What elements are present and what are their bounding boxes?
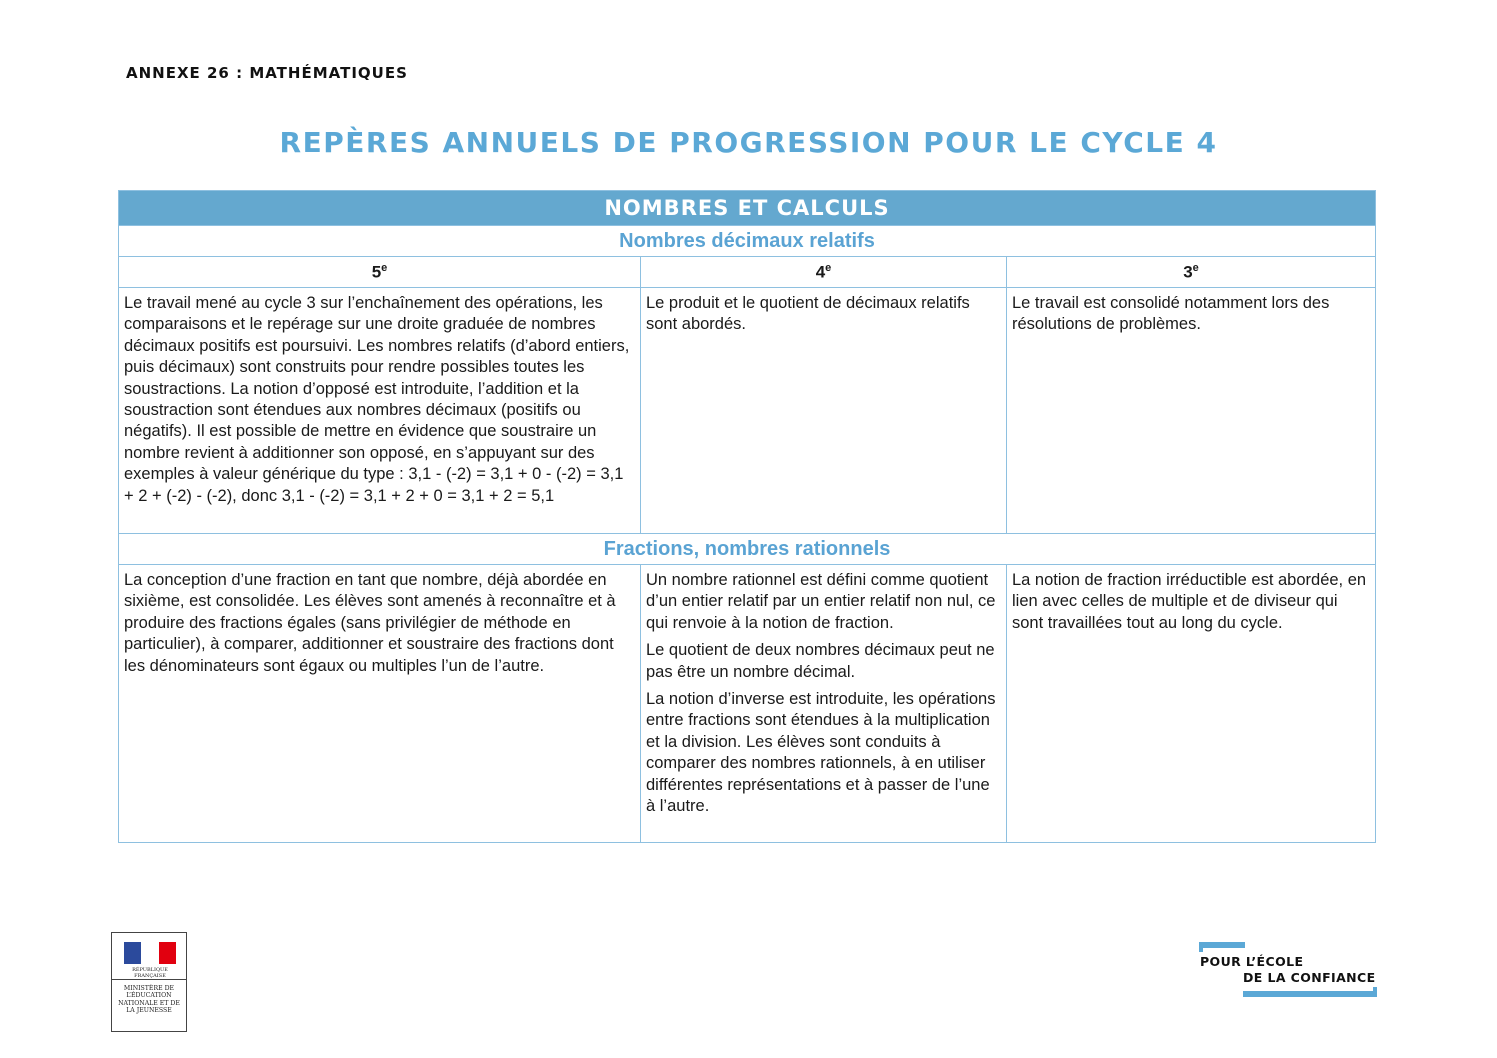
marianne-flag-icon bbox=[124, 942, 176, 964]
flag-white bbox=[141, 942, 158, 964]
cell-decimaux-3e: Le travail est consolidé notamment lors des résolutions de problèmes. bbox=[1007, 288, 1376, 534]
cell-decimaux-5e: Le travail mené au cycle 3 sur l’enchaînement des opérations, les comparaisons et le repérage sur une droite graduée de nombres décimaux positifs est poursuivi. Les nombres relatifs (d’abord entiers, puis décimaux) sont construits pour rendre possibles toutes les soustractions. La notion d’opposé est introduite, l’addition et la soustraction sont étendues aux nombres décimaux (positifs ou négatifs). Il est possible de mettre en évidence que soustraire un nombre revient à additionner son opposé, en s’appuyant sur des exemples à valeur générique du type : 3,1 - (-2) = 3,1 + 0 - (-2) = 3,1 + 2 + (-2) - (-2), donc 3,1 - (-2) = 3,1 + 2 + 0 = 3,1 + 2 = 5,1 bbox=[119, 288, 641, 534]
progression-table bbox=[118, 190, 1376, 843]
logo-bar-bottom bbox=[1243, 991, 1377, 997]
flag-blue bbox=[124, 942, 141, 964]
ministry-name: MINISTÈRE DE L’ÉDUCATION NATIONALE ET DE LA JEUNESSE bbox=[118, 985, 180, 1015]
republique-label: RÉPUBLIQUE FRANÇAISE bbox=[132, 967, 168, 979]
page-title: REPÈRES ANNUELS DE PROGRESSION POUR LE CYCLE 4 bbox=[279, 126, 1218, 159]
ecole-confiance-logo bbox=[1199, 942, 1377, 1000]
ministry-logo bbox=[111, 932, 187, 1032]
section-title-decimaux: Nombres décimaux relatifs bbox=[119, 226, 1376, 257]
cell-fractions-5e: La conception d’une fraction en tant que nombre, déjà abordée en sixième, est consolidée. Les élèves sont amenés à reconnaître et à produire des fractions égales (sans privilégier de méthode en particulier), à comparer, additionner et soustraire des fractions dont les dénominateurs sont égaux ou multiples l’un de l’autre. bbox=[119, 565, 641, 843]
domain-band: NOMBRES ET CALCULS bbox=[119, 191, 1376, 226]
column-header-5e: 5e bbox=[119, 257, 641, 288]
cell-decimaux-4e: Le produit et le quotient de décimaux relatifs sont abordés. bbox=[641, 288, 1007, 534]
flag-red bbox=[159, 942, 176, 964]
logo-line-2: DE LA CONFIANCE bbox=[1243, 970, 1376, 985]
column-header-4e: 4e bbox=[641, 257, 1007, 288]
logo-line-1: POUR L’ÉCOLE bbox=[1200, 954, 1304, 969]
section-title-fractions: Fractions, nombres rationnels bbox=[119, 534, 1376, 565]
annex-label: ANNEXE 26 : MATHÉMATIQUES bbox=[126, 64, 408, 82]
cell-fractions-4e: Un nombre rationnel est défini comme quotient d’un entier relatif par un entier relatif non nul, ce qui renvoie à la notion de fraction. Le quotient de deux nombres décimaux peut ne pas être un nombre décimal. La notion d’inverse est introduite, les opérations entre fractions sont étendues à la multiplication et la division. Les élèves sont conduits à comparer des nombres rationnels, à en utiliser différentes représentations et à passer de l’une à l’autre. bbox=[641, 565, 1007, 843]
cell-fractions-3e: La notion de fraction irréductible est abordée, en lien avec celles de multiple et de diviseur qui sont travaillées tout au long du cycle. bbox=[1007, 565, 1376, 843]
column-header-3e: 3e bbox=[1007, 257, 1376, 288]
logo-divider bbox=[112, 979, 186, 980]
logo-bar-top bbox=[1199, 942, 1245, 948]
